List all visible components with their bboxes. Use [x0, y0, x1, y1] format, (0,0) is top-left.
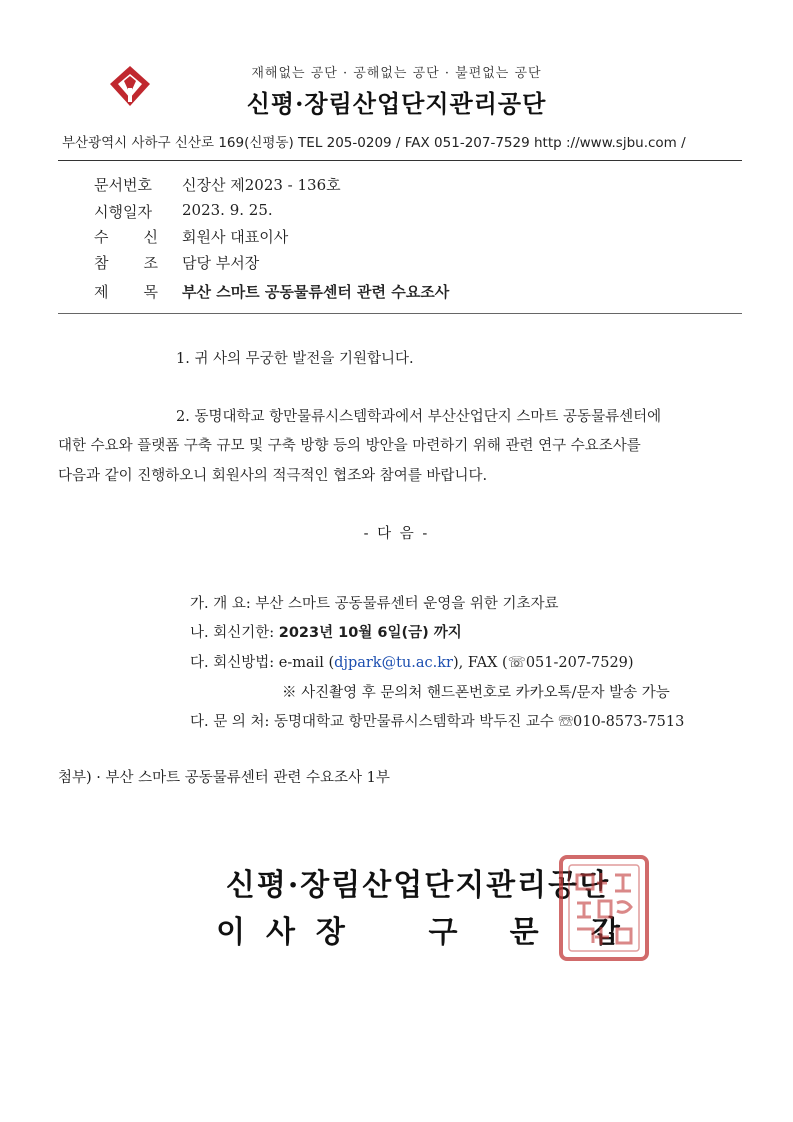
item-reply-method-note: ※ 사진촬영 후 문의처 핸드폰번호로 카카오톡/문자 발송 가능	[282, 685, 670, 701]
item-overview-value: 부산 스마트 공동물류센터 운영을 위한 기초자료	[255, 596, 559, 612]
daeum-heading: - 다 음 -	[363, 526, 430, 542]
meta-value-recipient: 회원사 대표이사	[182, 228, 289, 246]
item-reply-method-label: 다. 회신방법:	[190, 655, 275, 671]
paragraph-2-line-2: 대한 수요와 플랫폼 구축 규모 및 구축 방향 등의 방안을 마련하기 위해 관련 연구 수요조사를	[58, 438, 641, 454]
meta-label-char: 제	[94, 283, 109, 301]
meta-label-char: 참	[94, 254, 109, 272]
signature-org-name: 신평·장림산업단지관리공단	[225, 868, 611, 903]
meta-label-reference	[94, 252, 158, 273]
item-deadline-value: 2023년 10월 6일(금) 까지	[278, 625, 462, 641]
paragraph-1: 1. 귀 사의 무궁한 발전을 기원합니다.	[176, 351, 414, 367]
meta-label-char: 목	[143, 283, 158, 301]
item-reply-method-pre: e-mail (	[278, 655, 335, 671]
item-contact	[190, 710, 684, 731]
signature-char: 이	[216, 915, 246, 950]
signature-char: 갑	[590, 915, 620, 950]
email-link[interactable]: djpark@tu.ac.kr	[334, 655, 453, 671]
paragraph-2-line-3: 다음과 같이 진행하오니 회원사의 적극적인 협조와 참여를 바랍니다.	[58, 468, 488, 484]
meta-value-reference: 담당 부서장	[182, 254, 260, 272]
meta-label-char: 신	[143, 228, 158, 246]
meta-divider	[58, 313, 742, 314]
meta-label-date: 시행일자	[94, 203, 152, 221]
item-deadline-label: 나. 회신기한:	[190, 625, 275, 641]
item-contact-value: 동명대학교 항만물류시스템학과 박두진 교수 ☏010-8573-7513	[273, 714, 685, 730]
meta-label-char: 조	[143, 254, 158, 272]
attachment-line: 첨부) · 부산 스마트 공동물류센터 관련 수요조사 1부	[58, 770, 390, 786]
meta-value-date: 2023. 9. 25.	[182, 201, 273, 219]
meta-value-subject: 부산 스마트 공동물류센터 관련 수요조사	[182, 283, 450, 301]
item-overview-label: 가. 개 요:	[190, 596, 251, 612]
header-address-line: 부산광역시 사하구 신산로 169(신평동) TEL 205-0209 / FAX 051-207-7529 http ://www.sjbu.com /	[62, 135, 686, 151]
meta-label-char: 수	[94, 228, 109, 246]
header-slogan: 재해없는 공단 · 공해없는 공단 · 불편없는 공단	[251, 66, 542, 81]
meta-label-subject	[94, 281, 158, 302]
item-overview	[190, 592, 559, 613]
signature-char: 장	[315, 915, 345, 950]
header-divider	[58, 160, 742, 161]
item-deadline	[190, 621, 462, 642]
item-contact-label: 다. 문 의 처:	[190, 714, 270, 730]
signature-char: 구	[428, 915, 458, 950]
signature-char: 사	[266, 915, 295, 950]
official-seal-icon	[557, 853, 651, 963]
signature-char: 문	[509, 915, 539, 950]
meta-label-recipient	[94, 226, 158, 247]
item-reply-method	[190, 651, 634, 672]
meta-label-doc-number: 문서번호	[94, 176, 152, 194]
paragraph-2-line-1: 2. 동명대학교 항만물류시스템학과에서 부산산업단지 스마트 공동물류센터에	[176, 409, 662, 425]
item-reply-method-post: ), FAX (☏051-207-7529)	[452, 655, 634, 671]
header-org-name: 신평·장림산업단지관리공단	[246, 89, 547, 118]
signature-title	[0, 907, 793, 951]
meta-value-doc-number: 신장산 제2023 - 136호	[182, 176, 341, 194]
